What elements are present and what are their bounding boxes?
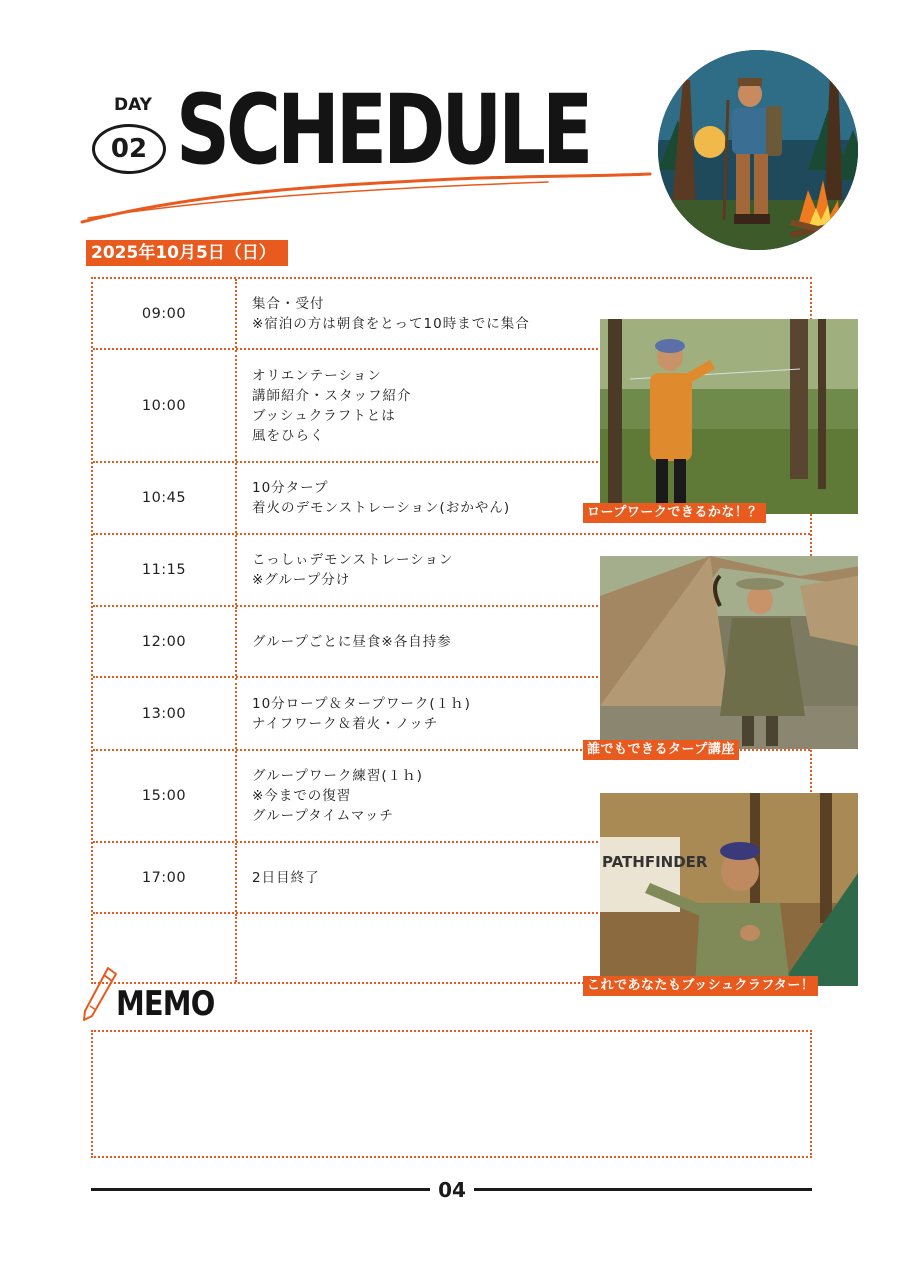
activity-line: 10分ロープ＆タープワーク(１ｈ) bbox=[252, 695, 471, 712]
title-underline-swoosh bbox=[78, 168, 658, 228]
photo-caption: これであなたもブッシュクラフター！ bbox=[583, 976, 818, 996]
time-cell: 11:15 bbox=[93, 535, 237, 605]
activity-line: グループタイムマッチ bbox=[252, 808, 394, 824]
bushcrafter-illustration bbox=[658, 50, 858, 250]
time-cell: 10:45 bbox=[93, 463, 237, 533]
activity-line: こっしぃデモンストレーション bbox=[252, 552, 454, 568]
time-cell: 09:00 bbox=[93, 279, 237, 348]
activity-line: ※今までの復習 bbox=[252, 788, 352, 804]
memo-box[interactable] bbox=[91, 1030, 812, 1158]
activity-line: 風をひらく bbox=[252, 427, 325, 444]
time-cell: 17:00 bbox=[93, 843, 237, 912]
activity-line: 着火のデモンストレーション(おかやん) bbox=[252, 500, 511, 516]
page-title: SCHEDULE bbox=[176, 74, 590, 186]
time-cell: 15:00 bbox=[93, 751, 237, 841]
activity-line: ※宿泊の方は朝食をとって10時までに集合 bbox=[252, 315, 530, 332]
activity-line: ブッシュクラフトとは bbox=[252, 407, 396, 424]
activity-line: グループワーク練習(１ｈ) bbox=[252, 768, 423, 784]
time-cell: 13:00 bbox=[93, 678, 237, 749]
page-number: 04 bbox=[438, 1178, 466, 1202]
footer-rule-left bbox=[91, 1188, 430, 1191]
banner-text: PATHFINDER bbox=[602, 853, 708, 871]
activity-line: 2日目終了 bbox=[252, 869, 320, 886]
day-number-badge: 02 bbox=[92, 124, 166, 174]
memo-title: MEMO bbox=[116, 984, 215, 1024]
bushcrafter-photo bbox=[600, 793, 858, 986]
activity-line: オリエンテーション bbox=[252, 367, 382, 384]
day-label: DAY bbox=[114, 95, 152, 115]
time-cell: 12:00 bbox=[93, 607, 237, 676]
footer-rule-right bbox=[474, 1188, 812, 1191]
pencil-icon bbox=[82, 966, 118, 1022]
activity-line: ナイフワーク＆着火・ノッチ bbox=[252, 715, 439, 732]
tarp-lecture-photo bbox=[600, 556, 858, 749]
date-badge: 2025年10月5日（日） bbox=[86, 240, 288, 266]
activity-line: 集合・受付 bbox=[252, 295, 325, 312]
activity-line: グループごとに昼食※各自持参 bbox=[252, 633, 452, 650]
activity-line: 講師紹介・スタッフ紹介 bbox=[252, 387, 412, 404]
time-cell: 10:00 bbox=[93, 350, 237, 461]
photo-caption: 誰でもできるタープ講座 bbox=[583, 740, 739, 760]
activity-line: 10分タープ bbox=[252, 480, 329, 496]
rope-work-photo bbox=[600, 319, 858, 514]
activity-line: ※グループ分け bbox=[252, 572, 351, 588]
photo-caption: ロープワークできるかな！？ bbox=[583, 503, 766, 523]
